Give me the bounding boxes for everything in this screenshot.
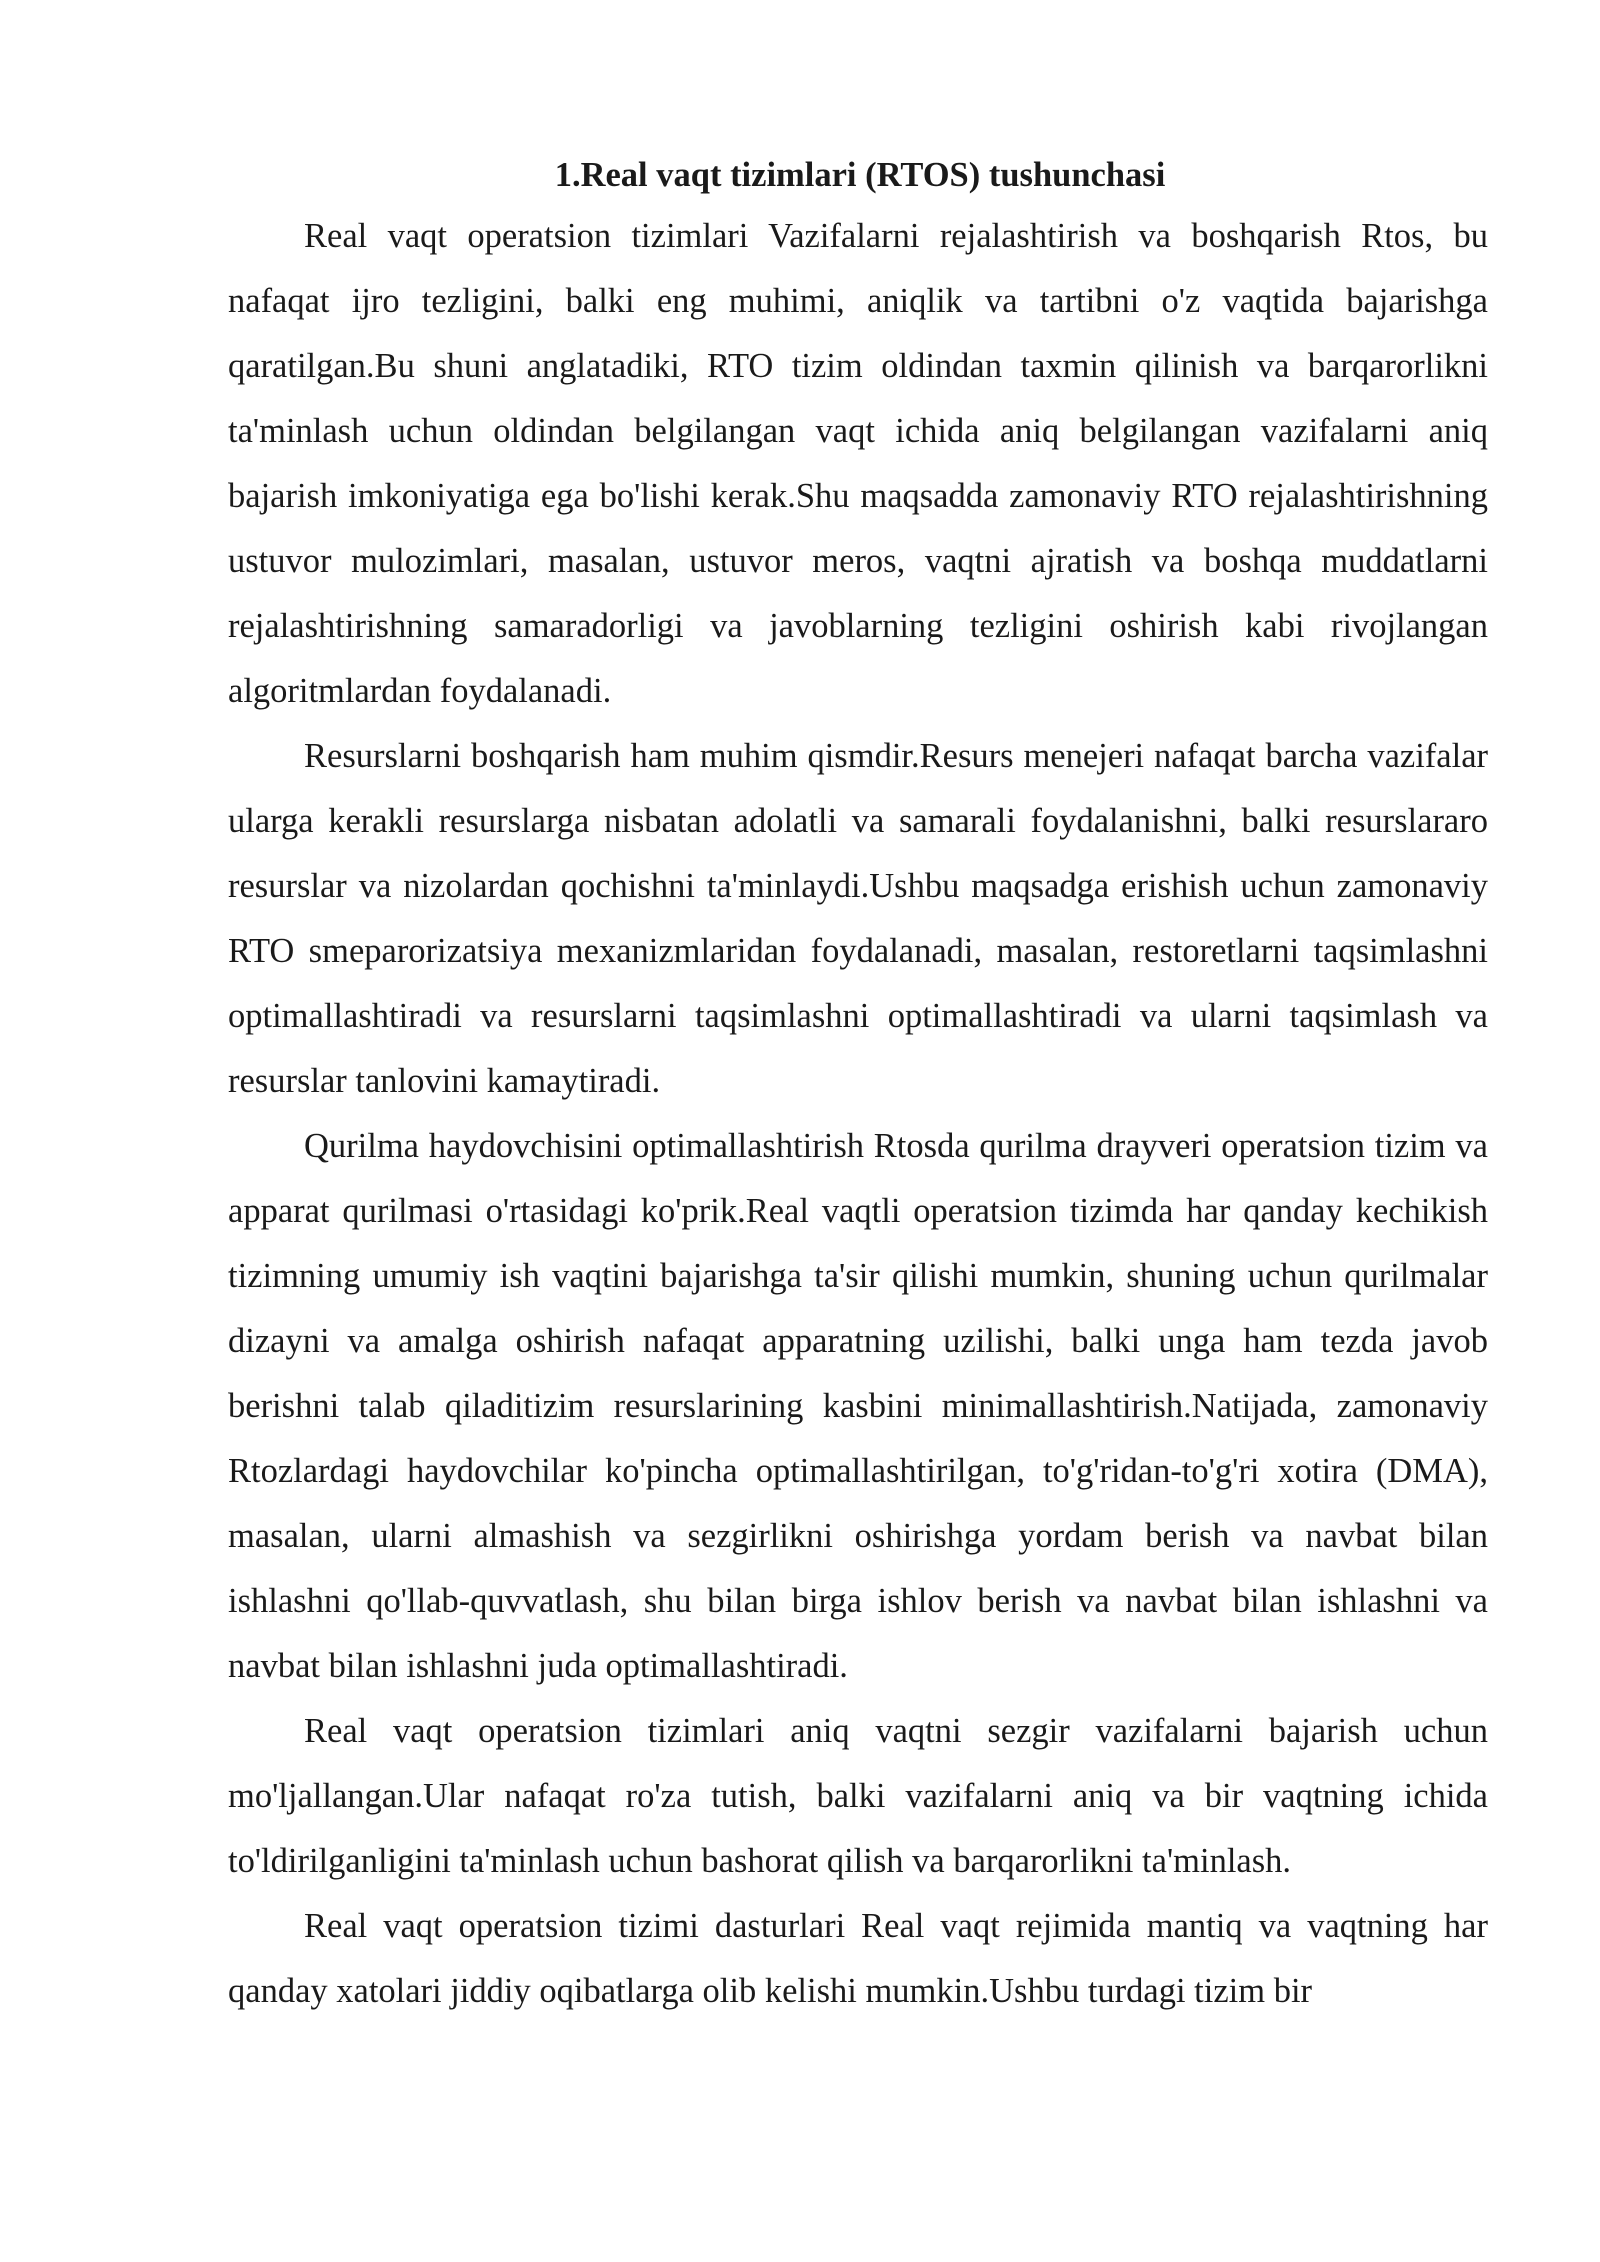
paragraph-device-drivers: Qurilma haydovchisini optimallashtirish Rtosda qurilma drayveri operatsion tizim va apparat qurilmasi o'rtasidagi ko'prik.Real vaqtli operatsion tizimda har qanday kechikish tizimning umumiy ish vaqtini bajarishga ta'sir qilishi mumkin, shuning uchun qurilmalar dizayni va amalga oshirish nafaqat apparatning uzilishi, balki unga ham tezda javob berishni talab qiladitizim resurslarining kasbini minimallashtirish.Natijada, zamonaviy Rtozlardagi haydovchilar ko'pincha optimallashtirilgan, to'g'ridan-to'g'ri xotira (DMA), masalan, ularni almashish va sezgirlikni oshirishga yordam berish va navbat bilan ishlashni qo'llab-quvvatlash, shu bilan birga ishlov berish va navbat bilan ishlashni va navbat bilan ishlashni juda optimallashtiradi. xyxy=(228,1127,1488,1685)
document-title: 1.Real vaqt tizimlari (RTOS) tushunchasi xyxy=(554,156,1166,194)
paragraph-resource-management: Resurslarni boshqarish ham muhim qismdir.Resurs menejeri nafaqat barcha vazifalar ularga kerakli resurslarga nisbatan adolatli va samarali foydalanishni, balki resurslararo resurslar va nizolardan qochishni ta'minlaydi.Ushbu maqsadga erishish uchun zamonaviy RTO smeparorizatsiya mexanizmlaridan foydalanadi, masalan, restoretlarni taqsimlashni optimallashtiradi va resurslarni taqsimlashni optimallashtiradi va ularni taqsimlash va resurslar tanlovini kamaytiradi. xyxy=(228,737,1488,1100)
paragraph-task-scheduling: Real vaqt operatsion tizimlari Vazifalarni rejalashtirish va boshqarish Rtos, bu nafaqat ijro tezligini, balki eng muhimi, aniqlik va tartibni o'z vaqtida bajarishga qaratilgan.Bu shuni anglatadiki, RTO tizim oldindan taxmin qilinish va barqarorlikni ta'minlash uchun oldindan belgilangan vaqt ichida aniq belgilangan vazifalarni aniq bajarish imkoniyatiga ega bo'lishi kerak.Shu maqsadda zamonaviy RTO rejalashtirishning ustuvor mulozimlari, masalan, ustuvor meros, vaqtni ajratish va boshqa muddatlarni rejalashtirishning samaradorligi va javoblarning tezligini oshirish kabi rivojlangan algoritmlardan foydalanadi. xyxy=(228,217,1488,710)
document-body xyxy=(228,146,1488,2024)
paragraph-time-sensitive-tasks: Real vaqt operatsion tizimlari aniq vaqtni sezgir vazifalarni bajarish uchun mo'ljallangan.Ular nafaqat ro'za tutish, balki vazifalarni aniq va bir vaqtning ichida to'ldirilganligini ta'minlash uchun bashorat qilish va barqarorlikni ta'minlash. xyxy=(228,1712,1488,1880)
paragraph-rtos-applications: Real vaqt operatsion tizimi dasturlari Real vaqt rejimida mantiq va vaqtning har qanday xatolari jiddiy oqibatlarga olib kelishi mumkin.Ushbu turdagi tizim bir xyxy=(228,1907,1488,2010)
